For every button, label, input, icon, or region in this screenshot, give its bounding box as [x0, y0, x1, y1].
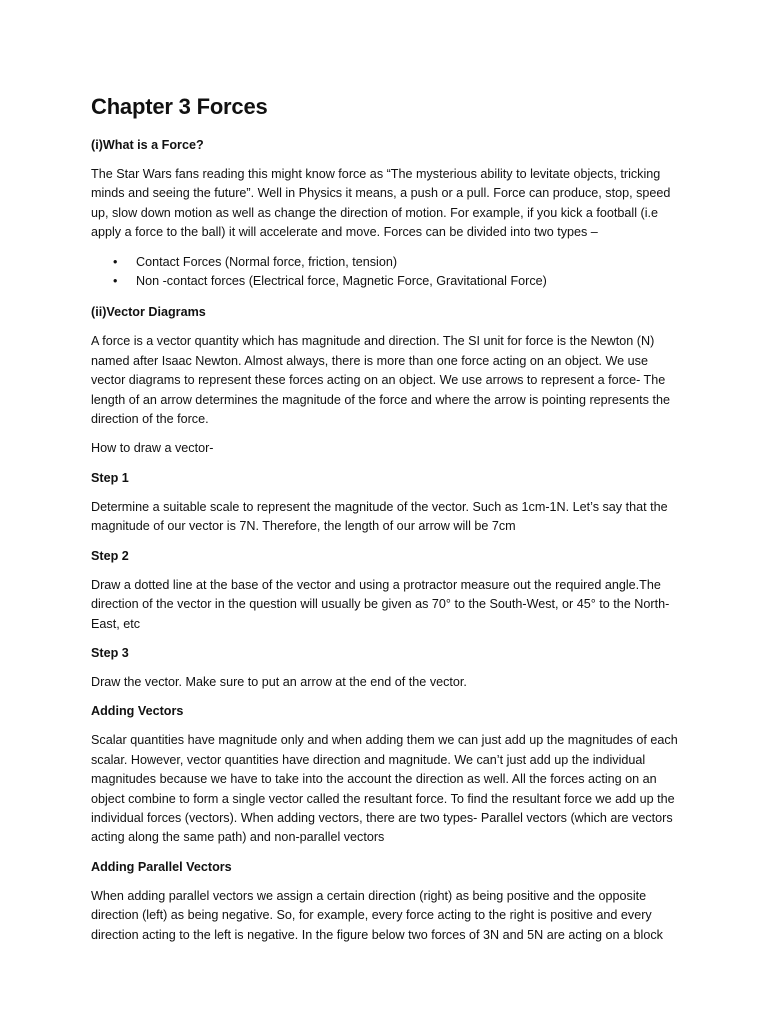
heading-adding-vectors: Adding Vectors — [91, 704, 184, 719]
bullet-icon: • — [113, 254, 118, 269]
paragraph-step-2: Draw a dotted line at the base of the vector and using a protractor measure out the required angle.The direction of the vector in the question will usually be given as 70° to the South-West, or 45° to the North-East, etc — [91, 577, 670, 631]
bullet-icon: • — [113, 274, 118, 289]
paragraph-adding-parallel-vectors: When adding parallel vectors we assign a certain direction (right) as being positive and the opposite direction (left) as being negative. So, for example, every force acting to the right is positive and every direction acting to the left is negative. In the figure below two forces of 3N and 5N are acting on a block — [91, 888, 663, 942]
heading-what-is-force: (i)What is a Force? — [91, 138, 204, 152]
heading-step-3: Step 3 — [91, 645, 129, 660]
force-types-list — [91, 253, 682, 292]
paragraph-adding-vectors: Scalar quantities have magnitude only and when adding them we can just add up the magnitudes of each scalar. However, vector quantities have direction and magnitude. We can’t just add up the individual magnitudes because we have to take into the account the direction as well. All the forces acting on an object combine to form a single vector called the resultant force. To find the resultant force we add up the individual forces (vectors). When adding vectors, there are two types- Parallel vectors (which are vectors acting along the same path) and non-parallel vectors — [91, 733, 678, 845]
paragraph-step-3: Draw the vector. Make sure to put an arrow at the end of the vector. — [91, 674, 467, 689]
list-item — [113, 272, 682, 291]
list-item-text: Non -contact forces (Electrical force, Magnetic Force, Gravitational Force) — [136, 274, 547, 289]
heading-step-1: Step 1 — [91, 470, 129, 485]
page-title: Chapter 3 Forces — [91, 94, 268, 119]
paragraph-what-is-force: The Star Wars fans reading this might know force as “The mysterious ability to levitate objects, tricking minds and seeing the future”. Well in Physics it means, a push or a pull. Force can produce, stop, speed up, slow down motion as well as change the direction of motion. For example, if you kick a football (i.e apply a force to the ball) it will accelerate and move. Forces can be divided into two types – — [91, 167, 671, 240]
list-item-text: Contact Forces (Normal force, friction, tension) — [136, 254, 398, 269]
heading-vector-diagrams: (ii)Vector Diagrams — [91, 305, 206, 320]
heading-adding-parallel-vectors: Adding Parallel Vectors — [91, 859, 232, 874]
how-to-draw-vector: How to draw a vector- — [91, 441, 214, 456]
paragraph-vector-diagrams: A force is a vector quantity which has magnitude and direction. The SI unit for force is the Newton (N) named after Isaac Newton. Almost always, there is more than one force acting on an object. We use vector diagrams to represent these forces acting on an object. We use arrows to represent a force- The length of an arrow determines the magnitude of the force and where the arrow is pointing represents the direction of the force. — [91, 334, 670, 427]
heading-step-2: Step 2 — [91, 548, 129, 563]
list-item — [113, 253, 682, 272]
paragraph-step-1: Determine a suitable scale to represent the magnitude of the vector. Such as 1cm-1N. Let’s say that the magnitude of our vector is 7N. Therefore, the length of our arrow will be 7cm — [91, 499, 668, 534]
